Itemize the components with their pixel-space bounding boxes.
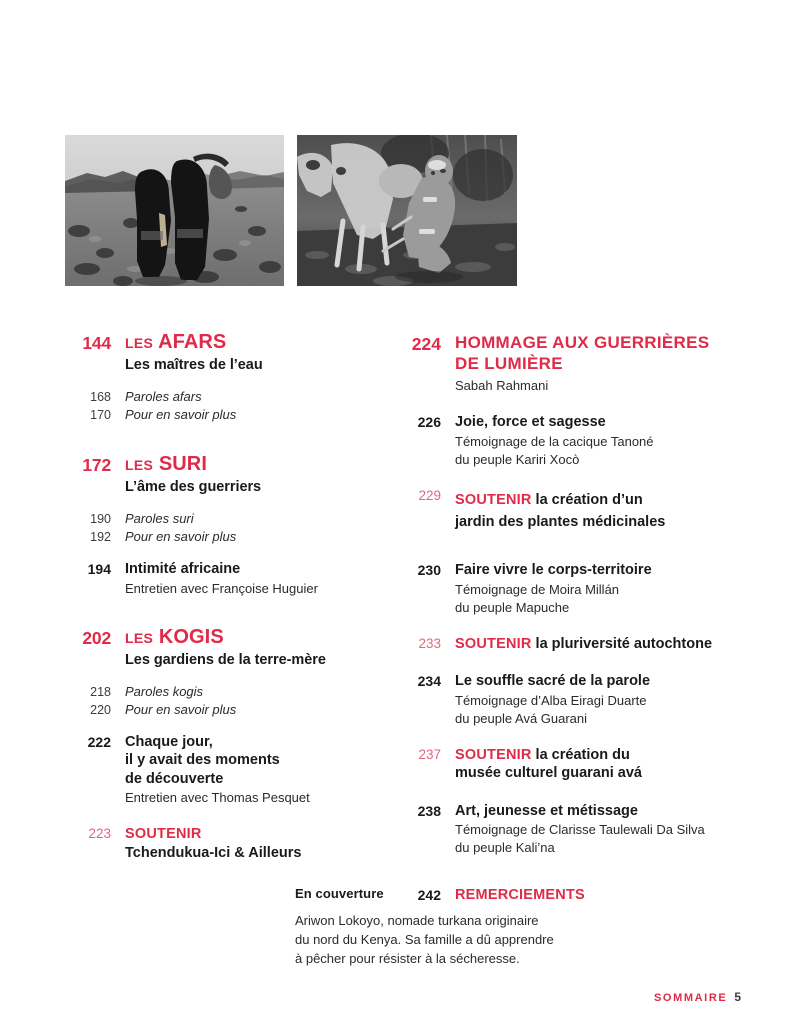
minor-page-number: 192 [90, 530, 111, 544]
minor-label: Pour en savoir plus [125, 407, 237, 422]
minor-label: Paroles afars [125, 389, 202, 404]
entry-page-number: 242 [417, 887, 441, 903]
list-item[interactable] [65, 528, 365, 546]
entry-subtitle-line-1: Témoignage de Clarisse Taulewali Da Silva [455, 822, 705, 837]
toc-minor-list-suri [65, 510, 365, 546]
section-kicker-large: AFARS [158, 331, 227, 353]
toc-section-hommage[interactable] [395, 332, 715, 394]
minor-page-number: 190 [90, 512, 111, 526]
entry-subtitle-line-2: du peuple Avá Guarani [455, 710, 588, 726]
entry-title-rest: la création d’un [531, 491, 643, 508]
minor-label: Paroles kogis [125, 683, 204, 699]
toc-entry-238[interactable] [395, 802, 715, 857]
entry-page-number: 223 [88, 826, 111, 841]
section-subtitle: L’âme des guerriers [125, 479, 262, 495]
entry-title-line-2: musée culturel guarani avá [455, 765, 642, 781]
minor-page-number: 218 [90, 684, 111, 699]
toc-entry-194[interactable] [65, 560, 365, 597]
entry-title-line-3: de découverte [125, 770, 224, 787]
toc-entry-230[interactable] [395, 561, 715, 616]
entry-title: Joie, force et sagesse [455, 414, 606, 430]
section-title-line-2: DE LUMIÈRE [455, 354, 563, 373]
toc-section-afars[interactable] [65, 332, 365, 375]
entry-subtitle-line-2: du peuple Mapuche [455, 599, 570, 615]
section-page-number: 172 [82, 455, 111, 475]
entry-title: Intimité africaine [125, 561, 241, 577]
section-subtitle: Les maîtres de l’eau [125, 357, 263, 373]
section-page-number: 224 [411, 334, 441, 354]
entry-title [455, 635, 712, 654]
toc-entry-222[interactable] [65, 733, 365, 807]
section-title-line-1: HOMMAGE AUX GUERRIÈRES [455, 333, 710, 352]
entry-title-line-2: il y avait des moments [125, 752, 280, 768]
cover-note-body [295, 911, 595, 968]
entry-page-number: 230 [417, 562, 441, 578]
toc-section-suri[interactable] [65, 454, 365, 497]
photo-suri-person-with-cattle [297, 135, 517, 286]
entry-page-number: 226 [417, 414, 441, 430]
minor-page-number: 168 [90, 390, 111, 404]
cover-note [295, 886, 595, 968]
minor-label: Pour en savoir plus [125, 701, 237, 717]
entry-title [125, 825, 301, 844]
entry-subtitle: Entretien avec Thomas Pesquet [125, 790, 310, 805]
page-footer [654, 990, 741, 1004]
entry-subtitle-line-1: Témoignage d’Alba Eiragi Duarte [455, 692, 647, 708]
toc-section-kogis[interactable] [65, 627, 365, 670]
section-kicker-large: KOGIS [158, 625, 224, 648]
soutenir-label: SOUTENIR [125, 826, 202, 842]
entry-page-number: 237 [418, 746, 441, 762]
entry-title: Faire vivre le corps-territoire [455, 562, 652, 578]
list-item[interactable] [65, 701, 365, 719]
soutenir-label: SOUTENIR [455, 746, 532, 763]
entry-title-rest: la création du [531, 746, 630, 763]
entry-title-rest: la pluriversité autochtone [531, 635, 713, 652]
list-item[interactable] [65, 510, 365, 528]
toc-right-column [395, 332, 715, 905]
section-page-number: 144 [82, 333, 111, 353]
entry-subtitle-line-2: du peuple Kali’na [455, 840, 555, 855]
soutenir-label: SOUTENIR [455, 491, 532, 508]
section-kicker-small: LES [125, 335, 154, 351]
cover-note-line-2: du nord du Kenya. Sa famille a dû apprendre [295, 932, 554, 947]
toc-entry-226[interactable] [395, 413, 715, 468]
footer-section-label: SOMMAIRE [654, 992, 728, 1004]
list-item[interactable] [65, 683, 365, 701]
entry-title [455, 746, 642, 765]
minor-label: Pour en savoir plus [125, 529, 237, 544]
section-kicker-small: LES [125, 457, 154, 473]
entry-title: Le souffle sacré de la parole [455, 673, 651, 689]
entry-subtitle-line-1: Témoignage de la cacique Tanoné [455, 433, 654, 449]
entry-page-number: 194 [87, 561, 111, 577]
footer-page-number: 5 [734, 990, 741, 1004]
entry-page-number: 233 [418, 635, 441, 651]
entry-title-line-2: Tchendukua-Ici & Ailleurs [125, 844, 302, 861]
photo-afar-women-rocky-landscape [65, 135, 284, 286]
cover-note-title: En couverture [295, 886, 384, 901]
photo-strip [65, 135, 517, 286]
minor-label: Paroles suri [125, 511, 194, 526]
entry-title-line-1: Chaque jour, [125, 733, 213, 750]
section-kicker [125, 332, 263, 354]
toc-minor-list-kogis [65, 683, 365, 719]
list-item[interactable] [65, 388, 365, 406]
toc-minor-list-afars [65, 388, 365, 424]
photo-1-artwork [65, 135, 284, 286]
entry-title-line-2: jardin des plantes médicinales [455, 513, 666, 530]
soutenir-label: SOUTENIR [455, 635, 532, 652]
section-page-number: 202 [82, 627, 111, 648]
cover-note-line-3: à pêcher pour résister à la sécheresse. [295, 951, 520, 966]
toc-entry-229-soutenir[interactable] [395, 487, 715, 532]
entry-page-number: 234 [417, 673, 441, 689]
section-kicker-large: SURI [158, 453, 207, 475]
section-kicker [125, 627, 326, 649]
toc-entry-223-soutenir[interactable] [65, 825, 365, 862]
section-subtitle: Les gardiens de la terre-mère [125, 651, 326, 668]
cover-note-line-1: Ariwon Lokoyo, nomade turkana originaire [295, 913, 539, 928]
list-item[interactable] [65, 406, 365, 424]
entry-page-number: 229 [418, 487, 441, 503]
toc-entry-237-soutenir[interactable] [395, 746, 715, 783]
toc-entry-233-soutenir[interactable] [395, 635, 715, 654]
minor-page-number: 220 [90, 702, 111, 717]
entry-page-number: 238 [417, 802, 441, 819]
entry-subtitle: Entretien avec Françoise Huguier [125, 580, 318, 596]
entry-subtitle-line-2: du peuple Kariri Xocò [455, 451, 580, 467]
entry-title: Art, jeunesse et métissage [455, 802, 638, 819]
toc-left-column [65, 332, 365, 862]
minor-page-number: 170 [90, 408, 111, 422]
section-kicker-small: LES [125, 629, 154, 646]
section-kicker [125, 454, 261, 476]
section-author: Sabah Rahmani [455, 378, 549, 393]
entry-title [455, 487, 665, 513]
entry-subtitle-line-1: Témoignage de Moira Millán [455, 581, 620, 597]
entry-page-number: 222 [87, 733, 111, 750]
toc-entry-234[interactable] [395, 672, 715, 727]
remerciements-label: REMERCIEMENTS [455, 887, 585, 903]
photo-2-artwork [297, 135, 517, 286]
